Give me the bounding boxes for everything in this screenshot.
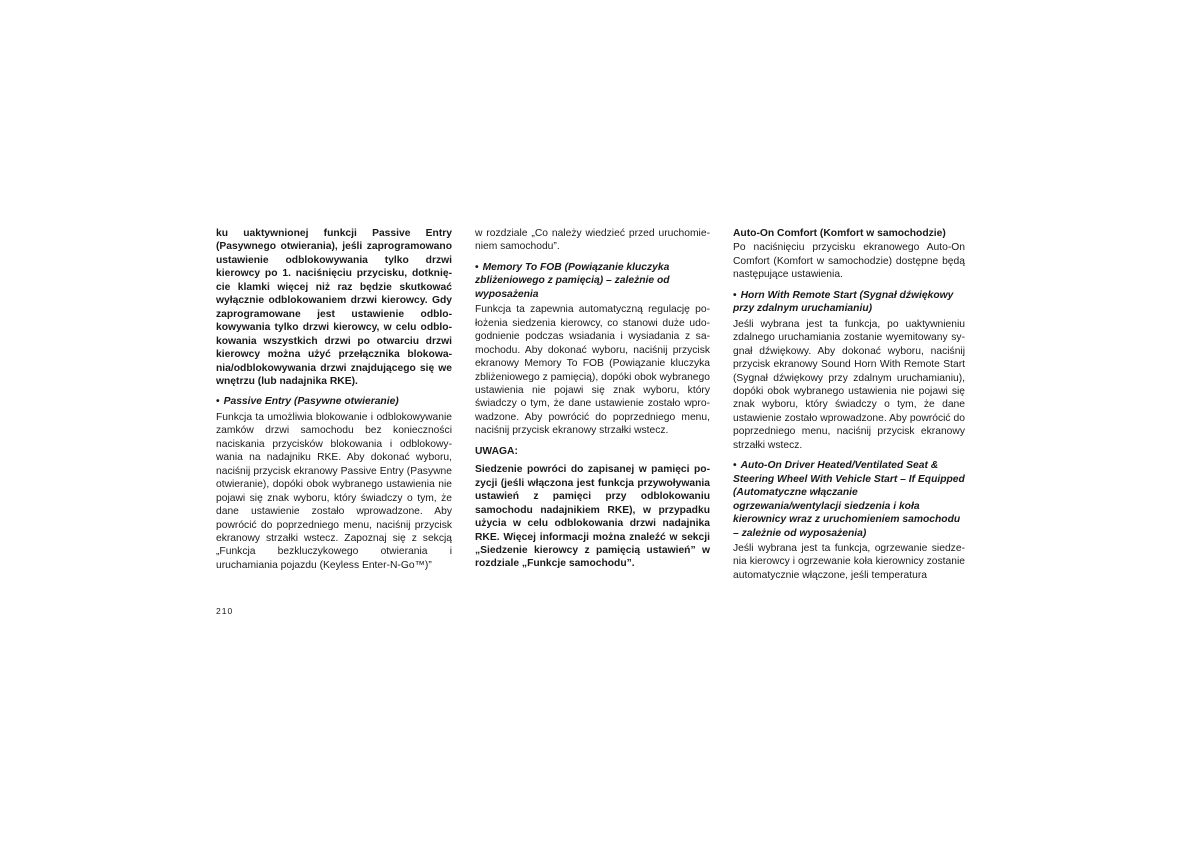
note-body: Siedzenie powróci do zapisanej w pamięci pozycji (jeśli włączona jest funkcja przywoływania ustawień z pamięci przy odblokowaniu samochodu nadajnikiem RKE), w przypadku użycia w celu odblokowania drzwi nadajnika RKE. Więcej informacji można znaleźć w sekcji „Siedzenie kierowcy z pamięcią ustawień” w rozdziale „Funkcje samochodu”.	[475, 464, 710, 570]
heated-seat-body: Jeśli wybrana jest ta funkcja, ogrzewanie siedzenia kierowcy i ogrzewanie koła kierownicy zostanie automatycznie włączone, jeśli temperatura	[733, 542, 965, 581]
continuation-paragraph: w rozdziale „Co należy wiedzieć przed uruchomieniem samochodu”.	[475, 228, 710, 253]
auto-on-comfort-heading: Auto-On Comfort (Komfort w samochodzie)	[733, 228, 946, 239]
bullet-heading-horn-remote-start: • Horn With Remote Start (Sygnał dźwiękowy przy zdalnym uruchamianiu)	[733, 289, 954, 315]
bullet-icon: •	[216, 396, 220, 408]
bullet-heading-heated-seat: • Auto-On Driver Heated/Ventilated Seat & Steering Wheel With Vehicle Start – If Equipped (Automatyczne włączanie ogrzewania/wentylacji siedzenia i koła kierownicy wraz z uruchomieniem samochodu – zależnie od wyposażenia)	[733, 460, 965, 539]
bullet-icon: •	[733, 289, 737, 301]
bullet-icon: •	[733, 460, 737, 472]
bullet-heading-passive-entry: • Passive Entry (Pasywne otwieranie)	[216, 396, 399, 408]
memory-to-fob-body: Funkcja ta zapewnia automatyczną regulację położenia siedzenia kierowcy, co stanowi duże udogodnienie podczas wsiadania i wysiadania z samochodu. Aby dokonać wyboru, naciśnij przycisk ekranowy Memory To FOB (Powiązanie kluczyka zbliżeniowego z pamięcią), dopóki obok wybranego ustawienia nie pojawi się znak wyboru, który świadczy o tym, że dane ustawienie zostało wprowadzone. Aby powrócić do poprzedniego menu, naciśnij przycisk ekranowy strzałki wstecz.	[475, 304, 710, 437]
bullet-heading-memory-to-fob: • Memory To FOB (Powiązanie kluczyka zbliżeniowego z pamięcią) – zależnie od wyposażenia	[475, 261, 670, 300]
column-right	[733, 227, 965, 589]
auto-on-comfort-body: Po naciśnięciu przycisku ekranowego Auto-On Comfort (Komfort w samochodzie) dostępne będą następujące ustawienia.	[733, 242, 965, 281]
column-left	[216, 227, 452, 579]
page-number: 210	[216, 606, 234, 616]
note-label: UWAGA:	[475, 445, 518, 457]
bullet-icon: •	[475, 261, 479, 273]
horn-remote-start-body: Jeśli wybrana jest ta funkcja, po uaktywnieniu zdalnego uruchamiania zostanie wyemitowany sygnał dźwiękowy. Aby dokonać wyboru, naciśnij przycisk ekranowy Sound Horn With Remote Start (Sygnał dźwiękowy przy zdalnym uruchamianiu), dopóki obok wybranego ustawienia nie pojawi się znak wyboru, który świadczy o tym, że dane ustawienie zostało wprowadzone. Aby powrócić do poprzedniego menu, naciśnij przycisk ekranowy strzałki wstecz.	[733, 318, 965, 451]
column-middle	[475, 227, 710, 578]
intro-paragraph: ku uaktywnionej funkcji Passive Entry (Pasywnego otwierania), jeśli zaprogramowano ustawienie odblokowywania tylko drzwi kierowcy po 1. naciśnięciu przycisku, dotknięcie klamki więcej niż raz będzie skutkować wyłącznie odblokowaniem drzwi kierowcy. Gdy zaprogramowane jest ustawienie odblokowywania tylko drzwi kierowcy, w celu odblokowania wszystkich drzwi po otwarciu drzwi kierowcy można użyć przełącznika blokowania/odblokowywania drzwi znajdującego się we wnętrzu (lub nadajnika RKE).	[216, 228, 452, 387]
passive-entry-body: Funkcja ta umożliwia blokowanie i odblokowywanie zamków drzwi samochodu bez konieczności naciskania przycisków blokowania i odblokowywania na nadajniku RKE. Aby dokonać wyboru, naciśnij przycisk ekranowy Passive Entry (Pasywne otwieranie), dopóki obok wybranego ustawienia nie pojawi się znak wyboru, który świadczy o tym, że dane ustawienie zostało wprowadzone. Aby powrócić do poprzedniego menu, naciśnij przycisk ekranowy strzałki wstecz. Zapoznaj się z sekcją „Funkcja bezkluczykowego otwierania i uruchamiania pojazdu (Keyless Enter-N-Go™)”	[216, 411, 452, 571]
